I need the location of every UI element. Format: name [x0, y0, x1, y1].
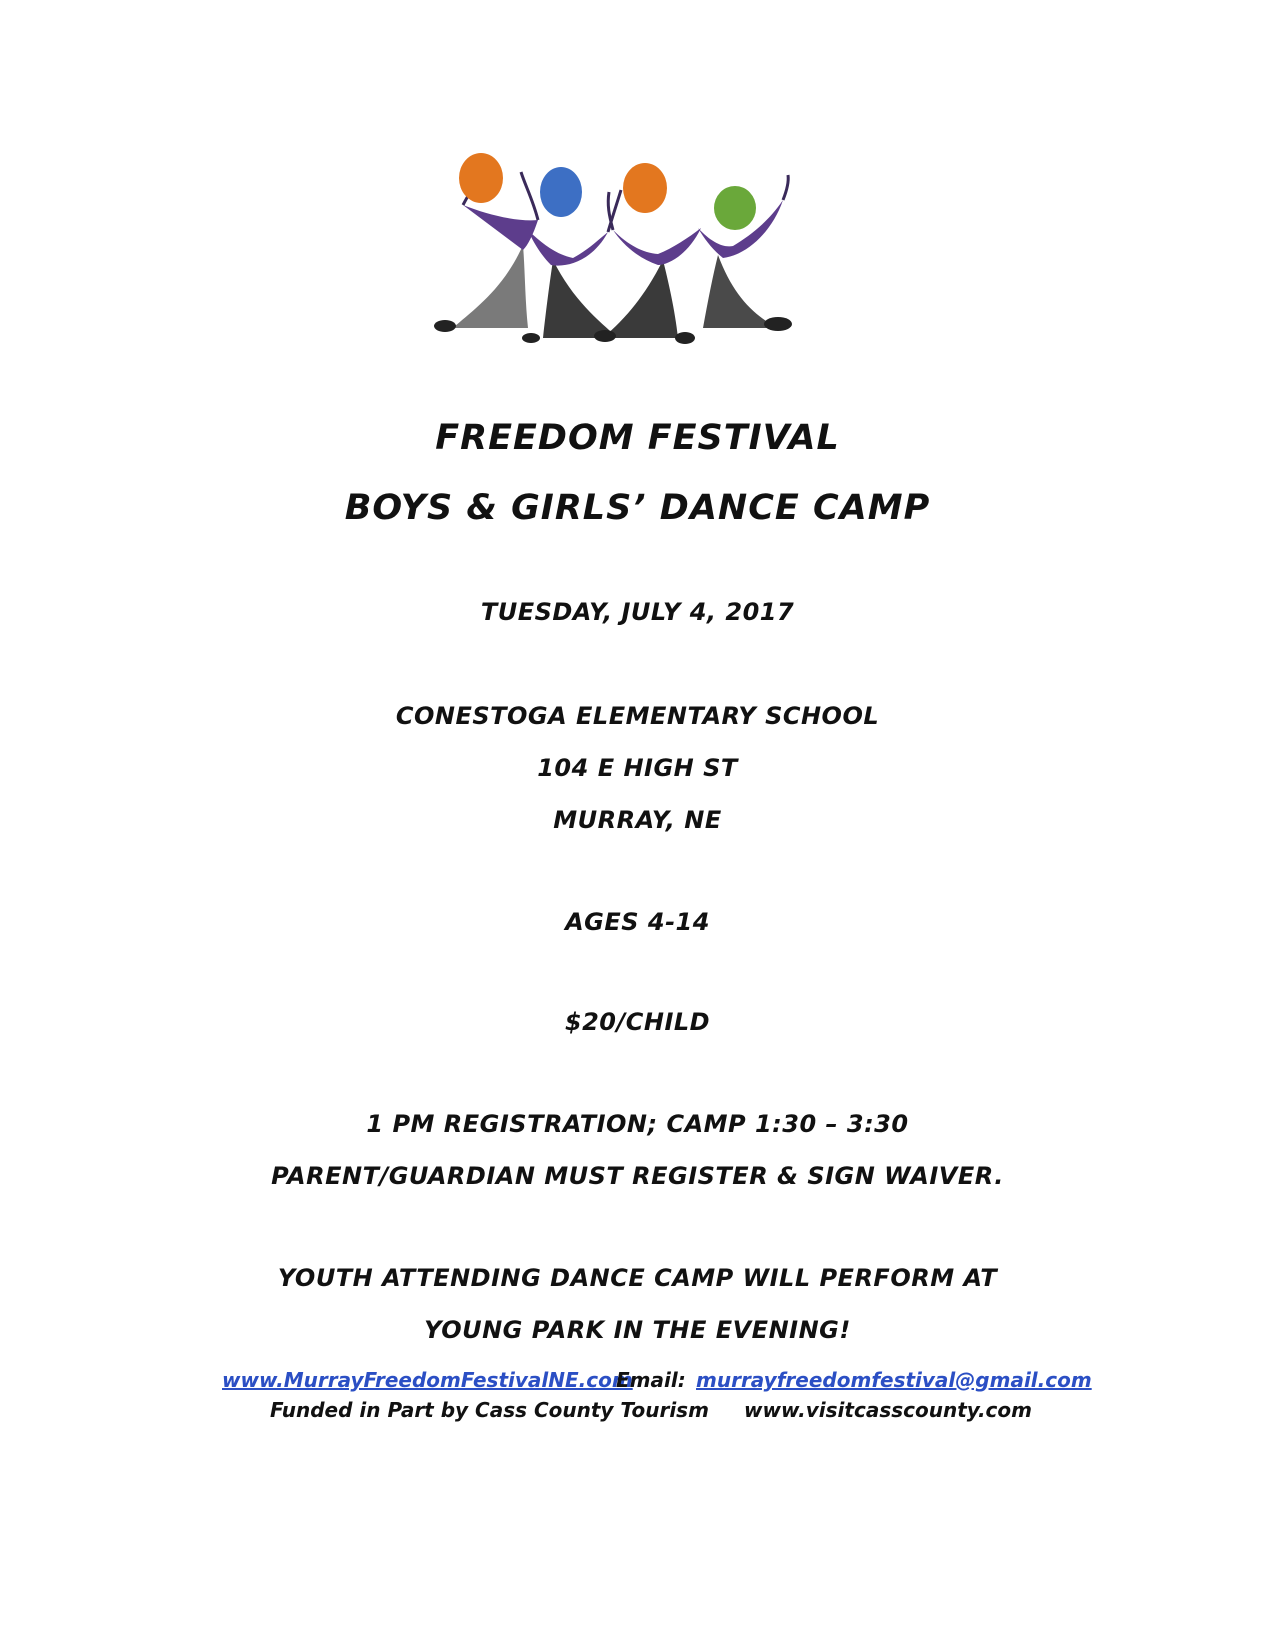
figure-1-foot-left: [434, 320, 456, 332]
email-label: Email:: [616, 1368, 686, 1392]
figure-4-skirt: [703, 255, 778, 328]
figure-2-torso: [528, 230, 608, 266]
price: $20/CHILD: [564, 1008, 711, 1036]
performance-line-2: YOUNG PARK IN THE EVENING!: [424, 1316, 851, 1344]
performance-line-1: YOUTH ATTENDING DANCE CAMP WILL PERFORM AT: [277, 1264, 998, 1292]
figure-2-foot: [594, 330, 616, 342]
figure-3-skirt: [603, 260, 678, 338]
figure-2-skirt: [543, 260, 618, 338]
figure-1-arm-right: [521, 172, 538, 220]
funding-note: Funded in Part by Cass County Tourism: [270, 1398, 709, 1422]
title-line-2: BOYS & GIRLS’ DANCE CAMP: [344, 488, 931, 528]
figure-1-torso: [463, 205, 538, 250]
dancing-figures-logo: [433, 150, 833, 375]
schedule: 1 PM REGISTRATION; CAMP 1:30 – 3:30: [366, 1110, 909, 1138]
figure-1-foot-right: [522, 333, 540, 343]
location-name: CONESTOGA ELEMENTARY SCHOOL: [395, 702, 880, 730]
figure-4-foot: [764, 317, 792, 331]
figure-1-skirt: [453, 245, 528, 328]
website-link[interactable]: www.MurrayFreedomFestivalNE.com: [222, 1368, 633, 1392]
ages-range: AGES 4-14: [565, 908, 710, 936]
figure-4-arm: [783, 175, 788, 200]
location-address: 104 E HIGH ST: [537, 754, 738, 782]
tourism-site: www.visitcasscounty.com: [744, 1398, 1032, 1422]
email-link[interactable]: murrayfreedomfestival@gmail.com: [696, 1368, 1092, 1392]
figure-4-head: [714, 186, 756, 230]
figure-3-head: [623, 163, 667, 213]
location-city: MURRAY, NE: [553, 806, 722, 834]
figure-3-torso: [613, 228, 701, 265]
waiver-note: PARENT/GUARDIAN MUST REGISTER & SIGN WAIVER.: [271, 1162, 1004, 1190]
title-line-1: FREEDOM FESTIVAL: [435, 418, 840, 458]
figure-3-foot: [675, 332, 695, 344]
event-date: TUESDAY, JULY 4, 2017: [480, 598, 795, 626]
figure-1-head: [459, 153, 503, 203]
figure-2-head: [540, 167, 582, 217]
